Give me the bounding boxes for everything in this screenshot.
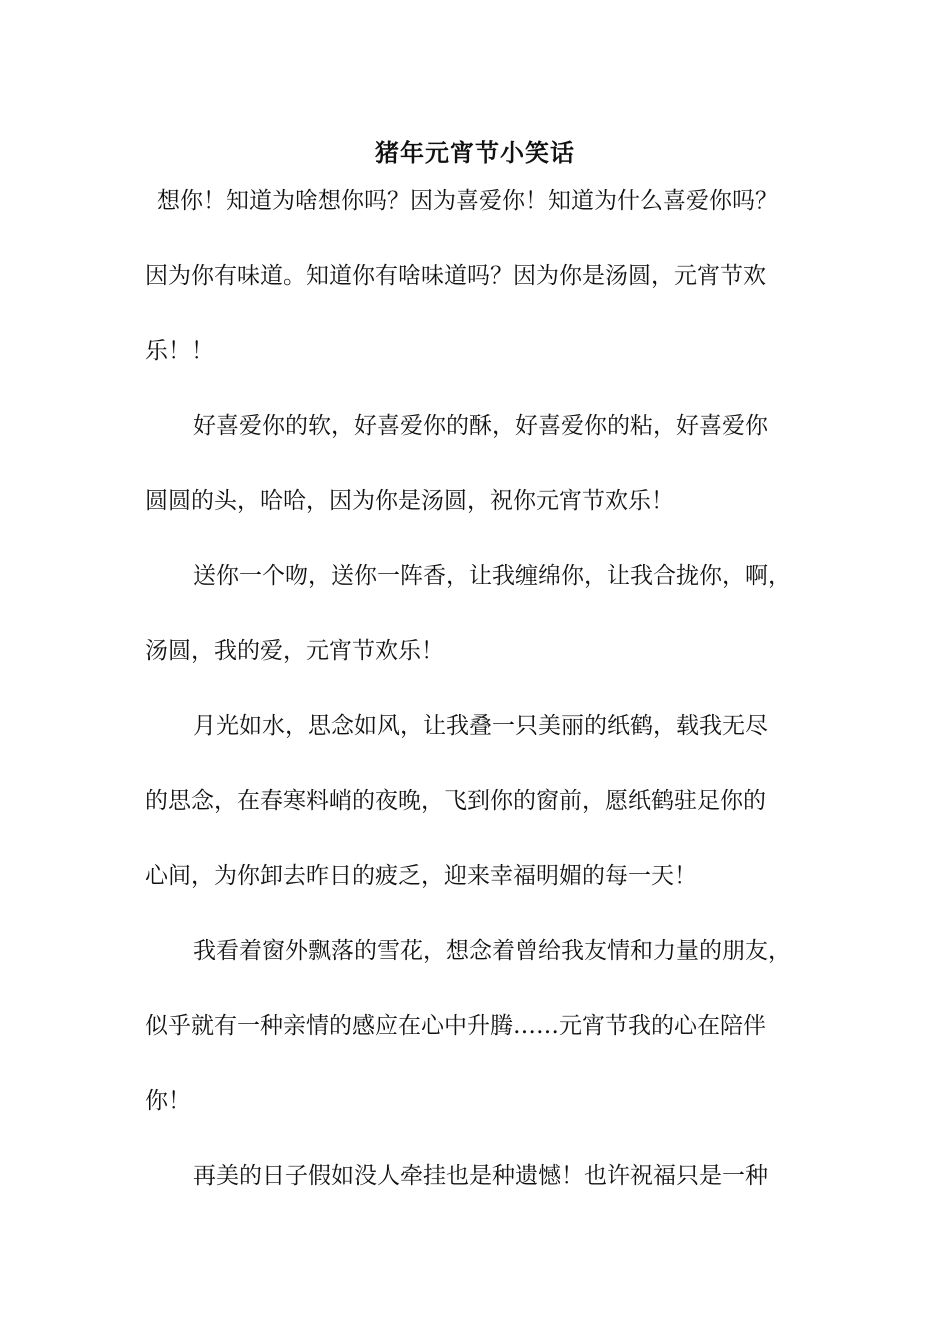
text-line: 汤圆，我的爱，元宵节欢乐！	[145, 638, 444, 664]
text-line: 因为你有味道。知道你有啥味道吗？因为你是汤圆，元宵节欢	[145, 263, 766, 289]
text-line: 你！	[145, 1088, 191, 1114]
text-line: 圆圆的头，哈哈，因为你是汤圆，祝你元宵节欢乐！	[145, 488, 674, 514]
text-line: 似乎就有一种亲情的感应在心中升腾……元宵节我的心在陪伴	[145, 1013, 766, 1039]
page-title: 猪年元宵节小笑话	[375, 138, 575, 167]
text-line: 的思念，在春寒料峭的夜晚，飞到你的窗前，愿纸鹤驻足你的	[145, 788, 766, 814]
text-line: 再美的日子假如没人牵挂也是种遗憾！也许祝福只是一种	[193, 1163, 768, 1189]
text-line: 我看着窗外飘落的雪花，想念着曾给我友情和力量的朋友，	[193, 938, 791, 964]
text-line: 送你一个吻，送你一阵香，让我缠绵你，让我合拢你，啊，	[193, 563, 791, 589]
text-line: 月光如水，思念如风，让我叠一只美丽的纸鹤，载我无尽	[193, 713, 768, 739]
text-line: 心间，为你卸去昨日的疲乏，迎来幸福明媚的每一天！	[145, 863, 697, 889]
text-line: 想你！知道为啥想你吗？因为喜爱你！知道为什么喜爱你吗？	[157, 188, 778, 214]
text-line: 好喜爱你的软，好喜爱你的酥，好喜爱你的粘，好喜爱你	[193, 413, 768, 439]
text-line: 乐！！	[145, 338, 214, 364]
